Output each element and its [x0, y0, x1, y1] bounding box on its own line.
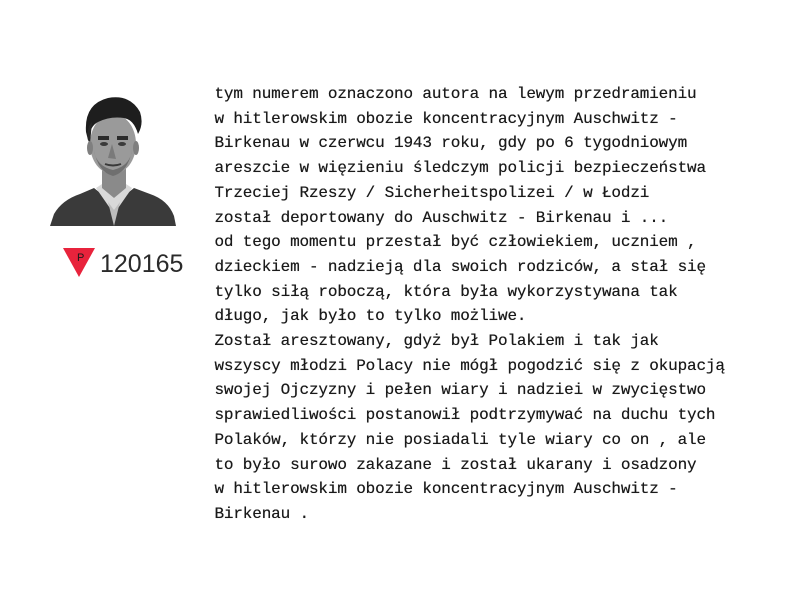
text-line: to było surowo zakazane i został ukarany i osadzony: [205, 455, 697, 474]
text-line: Polaków, którzy nie posiadali tyle wiary co on , ale: [205, 430, 706, 449]
text-line: został deportowany do Auschwitz - Birkenau i ...: [205, 208, 669, 227]
text-line: sprawiedliwości postanowił podtrzymywać na duchu tych: [205, 406, 716, 425]
text-line: areszcie w więzieniu śledczym policji bezpieczeństwa: [205, 159, 706, 178]
prisoner-number: 120165: [100, 250, 184, 278]
text-line: Birkenau .: [205, 504, 309, 523]
text-line: Birkenau w czerwcu 1943 roku, gdy po 6 tygodniowym: [205, 134, 688, 153]
text-line: Trzeciej Rzeszy / Sicherheitspolizei / w Łodzi: [205, 183, 650, 202]
badge-letter: P: [77, 252, 85, 264]
author-portrait-photo: [50, 92, 176, 226]
text-line: swojej Ojczyzny i pełen wiary i nadziei w zwycięstwo: [205, 381, 706, 400]
text-line: w hitlerowskim obozie koncentracyjnym Auschwitz -: [205, 480, 678, 499]
text-line: Został aresztowany, gdyż był Polakiem i tak jak: [205, 332, 659, 351]
text-line: w hitlerowskim obozie koncentracyjnym Auschwitz -: [205, 109, 678, 128]
typewritten-text: [205, 82, 795, 527]
text-line: od tego momentu przestał być człowiekiem, uczniem ,: [205, 233, 697, 252]
red-triangle-badge: [62, 246, 96, 278]
text-line: wszyscy młodzi Polacy nie mógł pogodzić się z okupacją: [205, 356, 725, 375]
text-line: długo, jak było to tylko możliwe.: [205, 307, 527, 326]
text-line: dzieckiem - nadzieją dla swoich rodziców, a stał się: [205, 257, 706, 276]
text-line: tym numerem oznaczono autora na lewym przedramieniu: [205, 85, 697, 103]
text-line: tylko siłą roboczą, która była wykorzystywana tak: [205, 282, 678, 301]
